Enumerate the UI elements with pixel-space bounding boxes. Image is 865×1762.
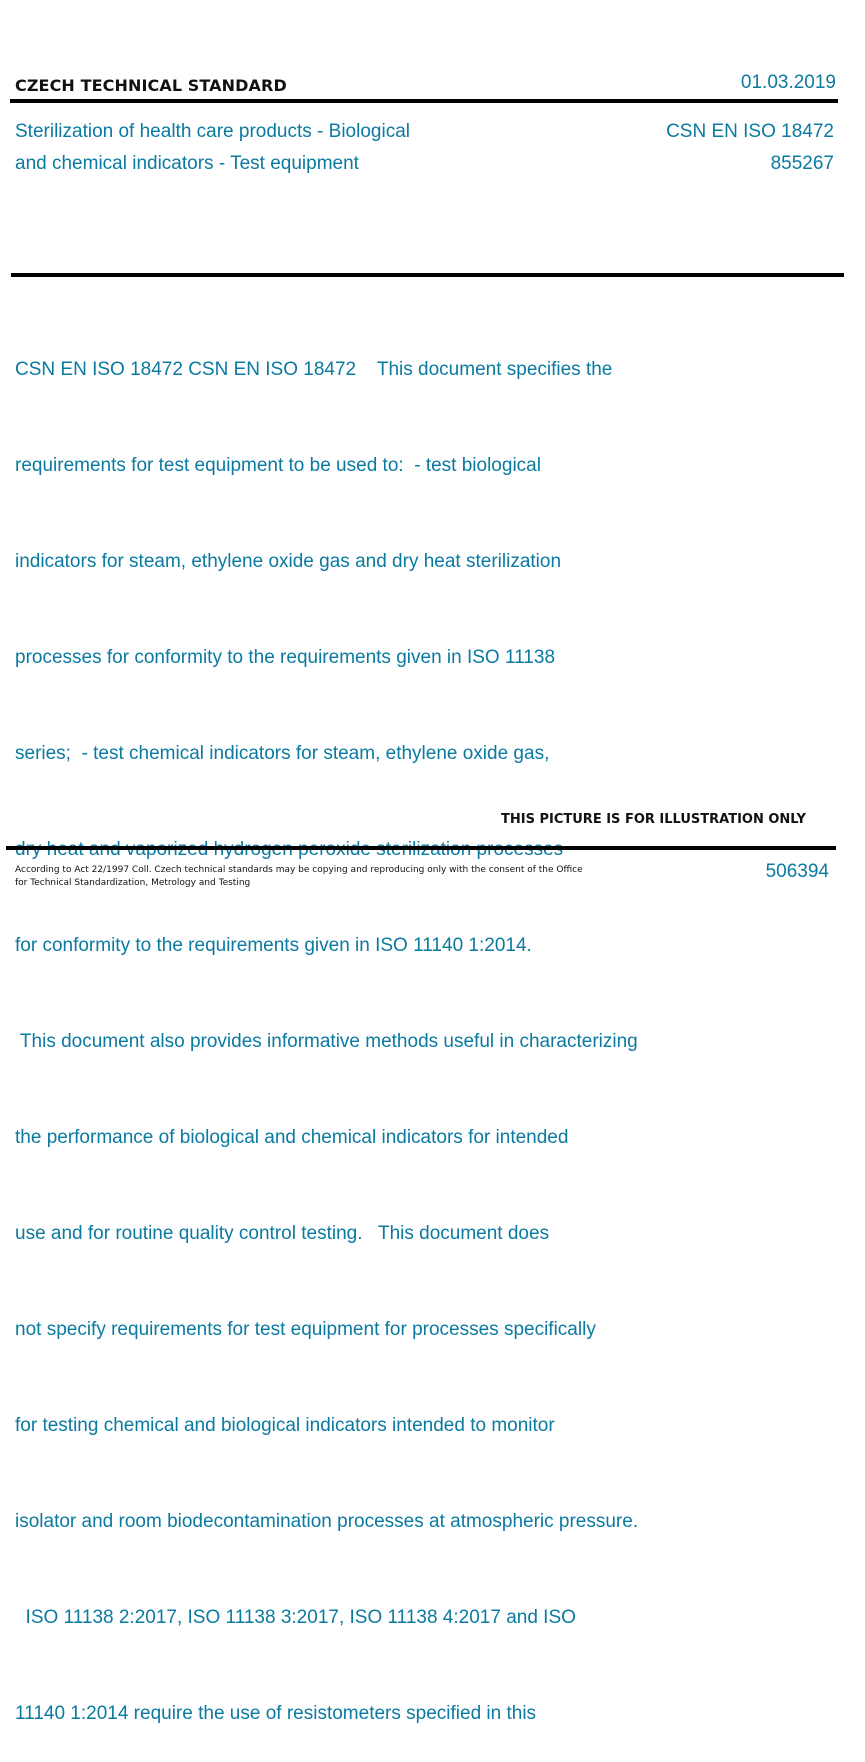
- abstract-line: ISO 11138 2:2017, ISO 11138 3:2017, ISO 11138 4:2017 and ISO: [15, 1607, 576, 1628]
- abstract-line: for conformity to the requirements given in ISO 11140 1:2014.: [15, 935, 532, 956]
- abstract-line: processes for conformity to the requirements given in ISO 11138: [15, 647, 556, 668]
- abstract-line: the performance of biological and chemical indicators for intended: [15, 1127, 569, 1148]
- abstract-line: 11140 1:2014 require the use of resistometers specified in this: [15, 1703, 537, 1724]
- footer-code: 506394: [765, 861, 829, 882]
- abstract-line: indicators for steam, ethylene oxide gas and dry heat sterilization: [15, 551, 562, 572]
- abstract-line: [15, 834, 638, 866]
- standard-title: [15, 116, 410, 180]
- copyright-notice-line: According to Act 22/1997 Coll. Czech technical standards may be copying and reproducing only with the consent of the Office: [15, 865, 583, 875]
- document-type-label: CZECH TECHNICAL STANDARD: [15, 76, 287, 95]
- footer-divider: [6, 846, 836, 850]
- abstract-line: series; - test chemical indicators for steam, ethylene oxide gas,: [15, 743, 550, 764]
- copyright-notice: [15, 864, 583, 890]
- abstract-text: [15, 290, 638, 1762]
- illustration-disclaimer: THIS PICTURE IS FOR ILLUSTRATION ONLY: [501, 812, 806, 827]
- abstract-line: This document also provides informative methods useful in characterizing: [15, 1031, 638, 1052]
- standard-title-line: and chemical indicators - Test equipment: [15, 153, 359, 174]
- standard-title-line: Sterilization of health care products - Biological: [15, 121, 410, 142]
- title-divider: [11, 273, 844, 277]
- abstract-line: isolator and room biodecontamination processes at atmospheric pressure.: [15, 1511, 639, 1532]
- standard-number: CSN EN ISO 18472: [666, 121, 834, 142]
- publication-date: 01.03.2019: [740, 72, 836, 93]
- standard-codes: [666, 116, 834, 180]
- catalog-number: 855267: [770, 153, 834, 174]
- header-divider: [10, 99, 838, 103]
- abstract-line: use and for routine quality control testing. This document does: [15, 1223, 550, 1244]
- abstract-line: CSN EN ISO 18472 CSN EN ISO 18472 This document specifies the: [15, 359, 613, 380]
- abstract-line: not specify requirements for test equipment for processes specifically: [15, 1319, 596, 1340]
- abstract-line: requirements for test equipment to be used to: - test biological: [15, 455, 541, 476]
- abstract-line: for testing chemical and biological indicators intended to monitor: [15, 1415, 555, 1436]
- copyright-notice-line: for Technical Standardization, Metrology and Testing: [15, 878, 251, 888]
